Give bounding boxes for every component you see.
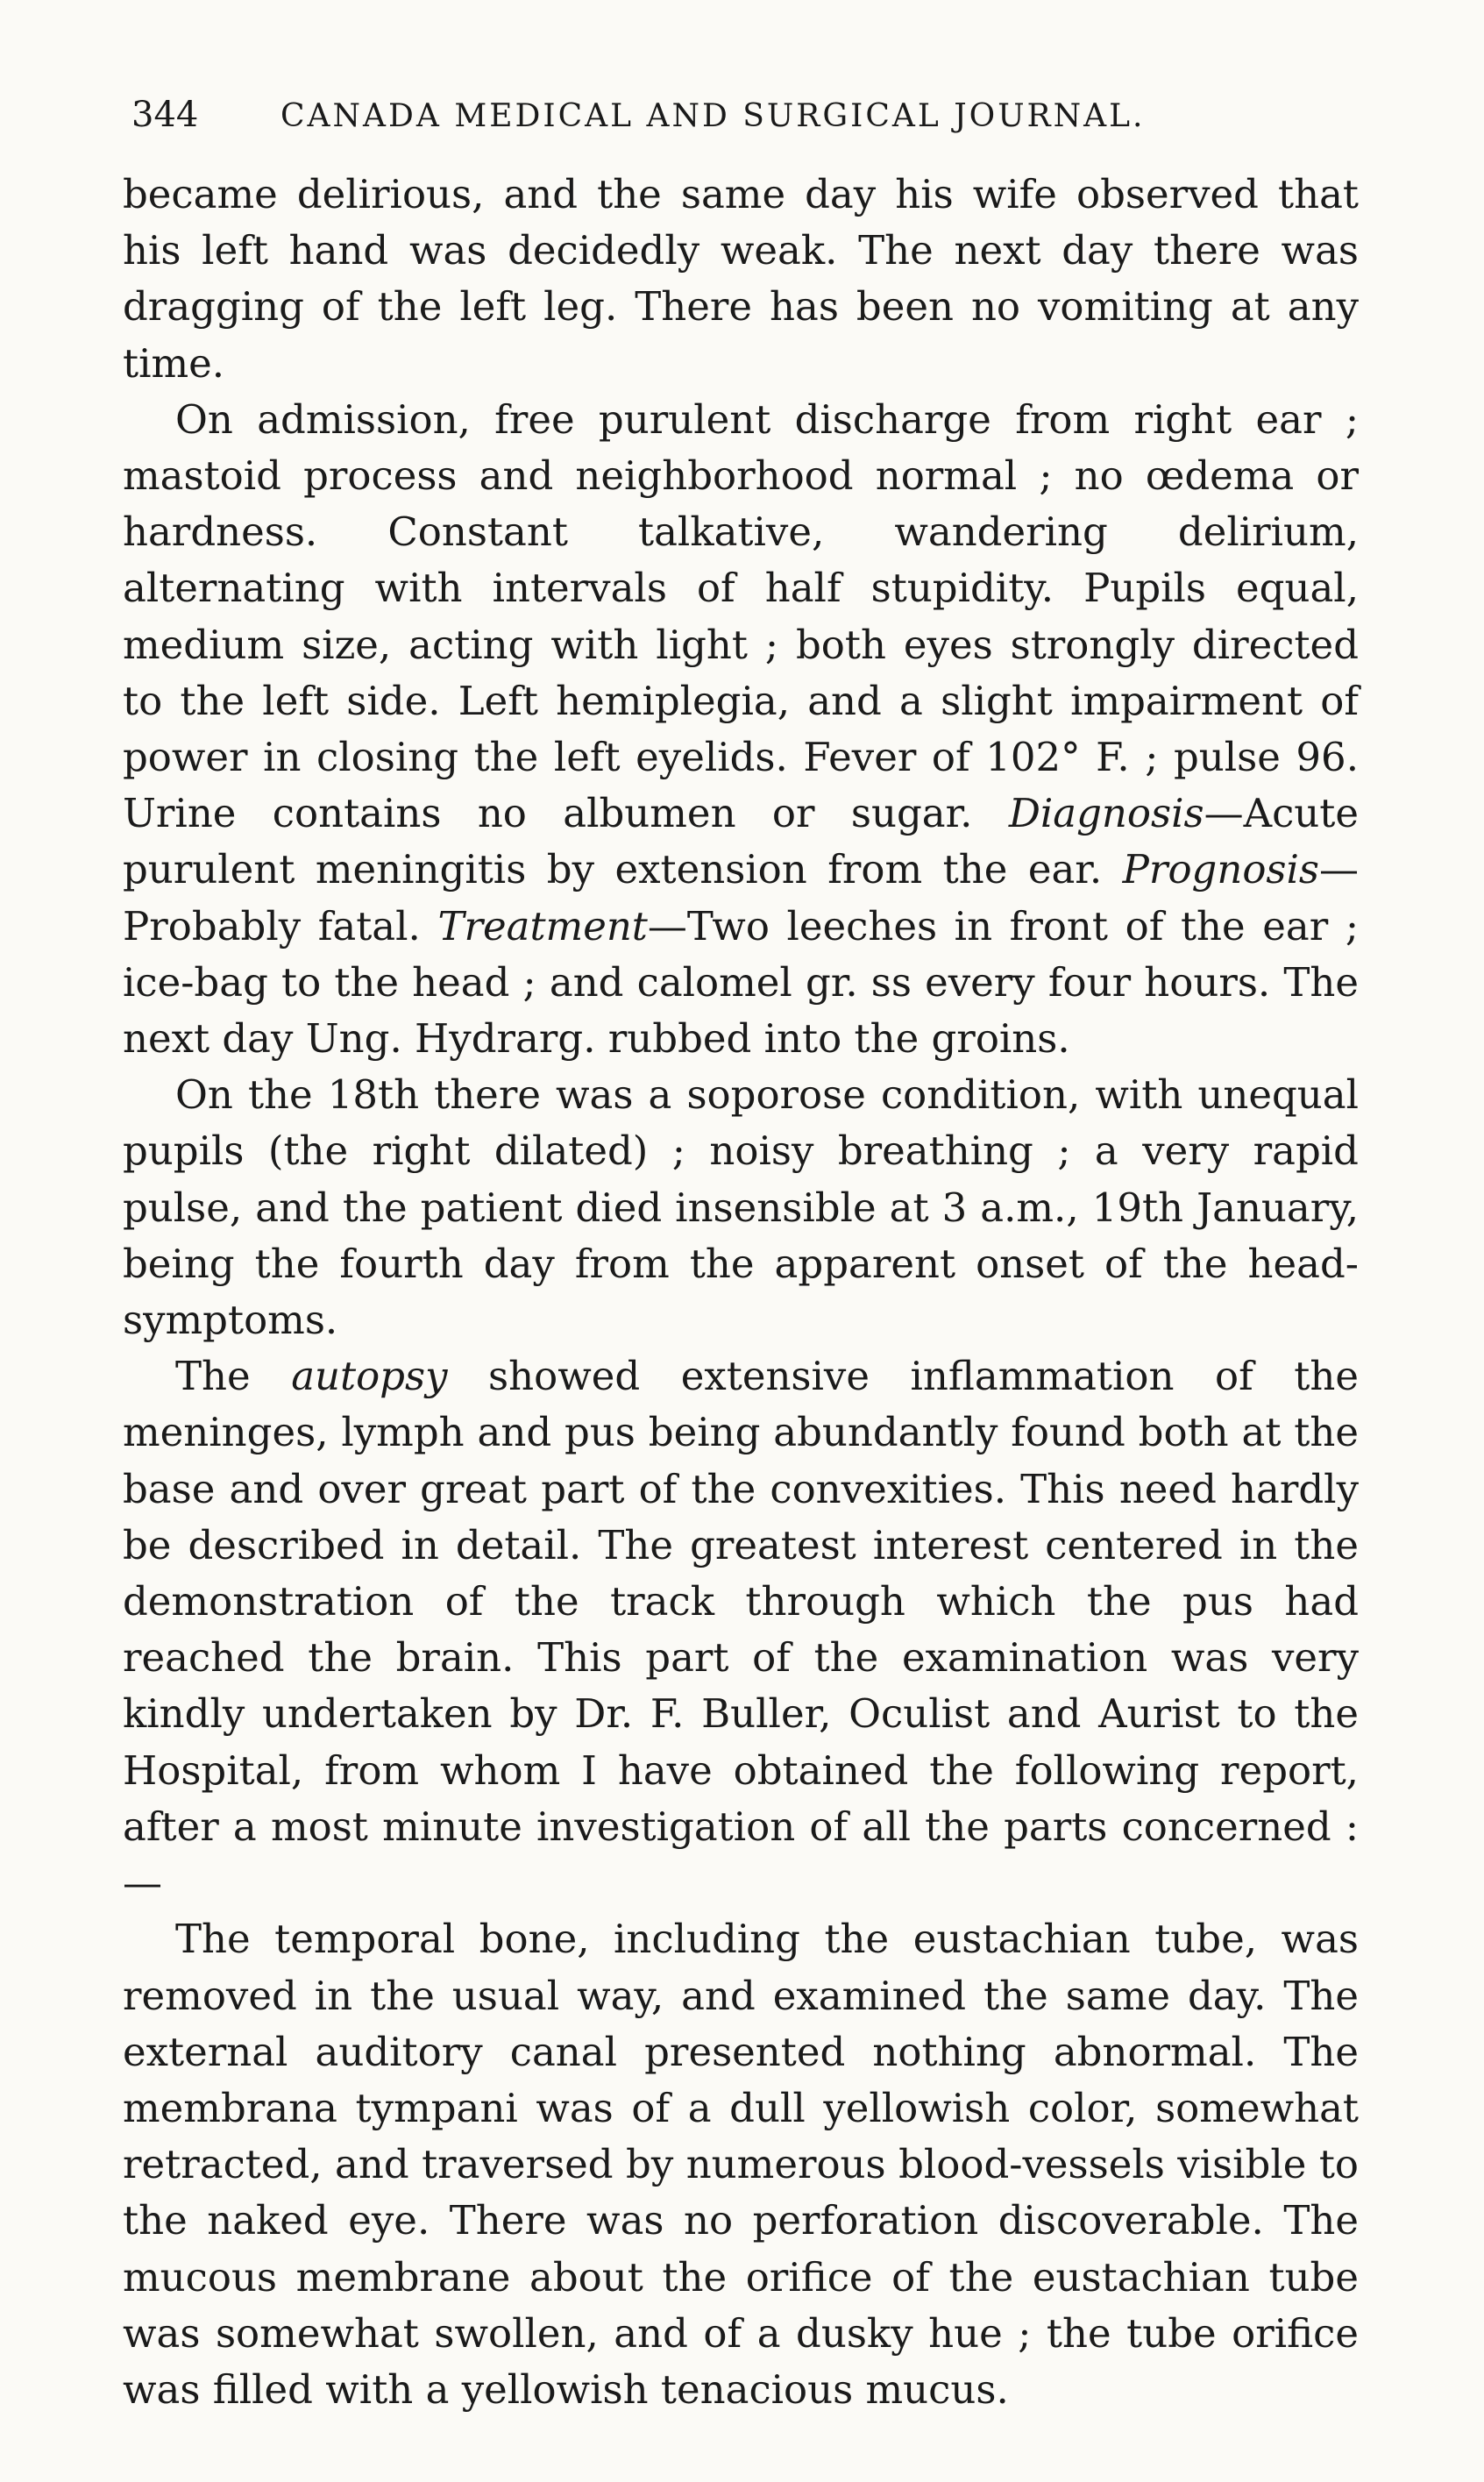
text-segment: —Two leeches in front of the ear ; ice-bag to the head ; and calomel gr. ss every four hours. The next day Ung. Hydrarg. rubbed into the groins. xyxy=(123,902,1359,1063)
text-segment: The xyxy=(175,1353,292,1400)
italic-term: Prognosis xyxy=(1122,846,1319,893)
text-segment: On the 18th there was a soporose condition, with unequal pupils (the right dilated) ; noisy breathing ; a very rapid pulse, and the patient died insensible at 3 a.m., 19th January, being the fourth day from the apparent onset of the head-symptoms. xyxy=(123,1071,1359,1344)
paragraph-3 xyxy=(123,1067,1359,1348)
body-text xyxy=(123,167,1359,2418)
text-segment: —Acute purulent meningitis by extension from the ear. xyxy=(123,790,1359,893)
paragraph-4 xyxy=(123,1348,1359,1911)
text-segment: became delirious, and the same day his wife observed that his left hand was decidedly weak. The next day there was dragging of the left leg. There has been no vomiting at any time. xyxy=(123,171,1359,387)
italic-term: autopsy xyxy=(291,1353,448,1400)
paragraph-2 xyxy=(123,392,1359,1067)
paragraph-1 xyxy=(123,167,1359,392)
page-number: 344 xyxy=(131,95,199,135)
text-segment: showed extensive inflammation of the meninges, lymph and pus being abundantly found both at the base and over great part of the convexities. This need hardly be described in detail. The greatest interest centered in the demonstration of the track through which the pus had reached the brain. This part of the examination was very kindly undertaken by Dr. F. Buller, Oculist and Aurist to the Hospital, from whom I have obtained the following report, after a most minute investigation of all the parts concerned :— xyxy=(123,1353,1359,1907)
paragraph-5 xyxy=(123,1911,1359,2418)
text-segment: The temporal bone, including the eustachian tube, was removed in the usual way, and examined the same day. The external auditory canal presented nothing abnormal. The membrana tympani was of a dull yellowish color, somewhat retracted, and traversed by numerous blood-vessels visible to the naked eye. There was no perforation discoverable. The mucous membrane about the orifice of the eustachian tube was somewhat swollen, and of a dusky hue ; the tube orifice was filled with a yellowish tenacious mucus. xyxy=(123,1916,1359,2413)
text-segment: —Probably fatal. xyxy=(123,846,1359,949)
italic-term: Treatment xyxy=(437,902,648,949)
page-header xyxy=(131,95,1359,135)
italic-term: Diagnosis xyxy=(1008,790,1204,837)
text-segment: On admission, free purulent discharge from right ear ; mastoid process and neighborhood normal ; no œdema or hardness. Constant talkative, wandering delirium, alternating with intervals of half stupidity. Pupils equal, medium size, acting with light ; both eyes strongly directed to the left side. Left hemiplegia, and a slight impairment of power in closing the left eyelids. Fever of 102° F. ; pulse 96. Urine contains no albumen or sugar. xyxy=(123,395,1359,837)
journal-title: CANADA MEDICAL AND SURGICAL JOURNAL. xyxy=(280,98,1146,134)
